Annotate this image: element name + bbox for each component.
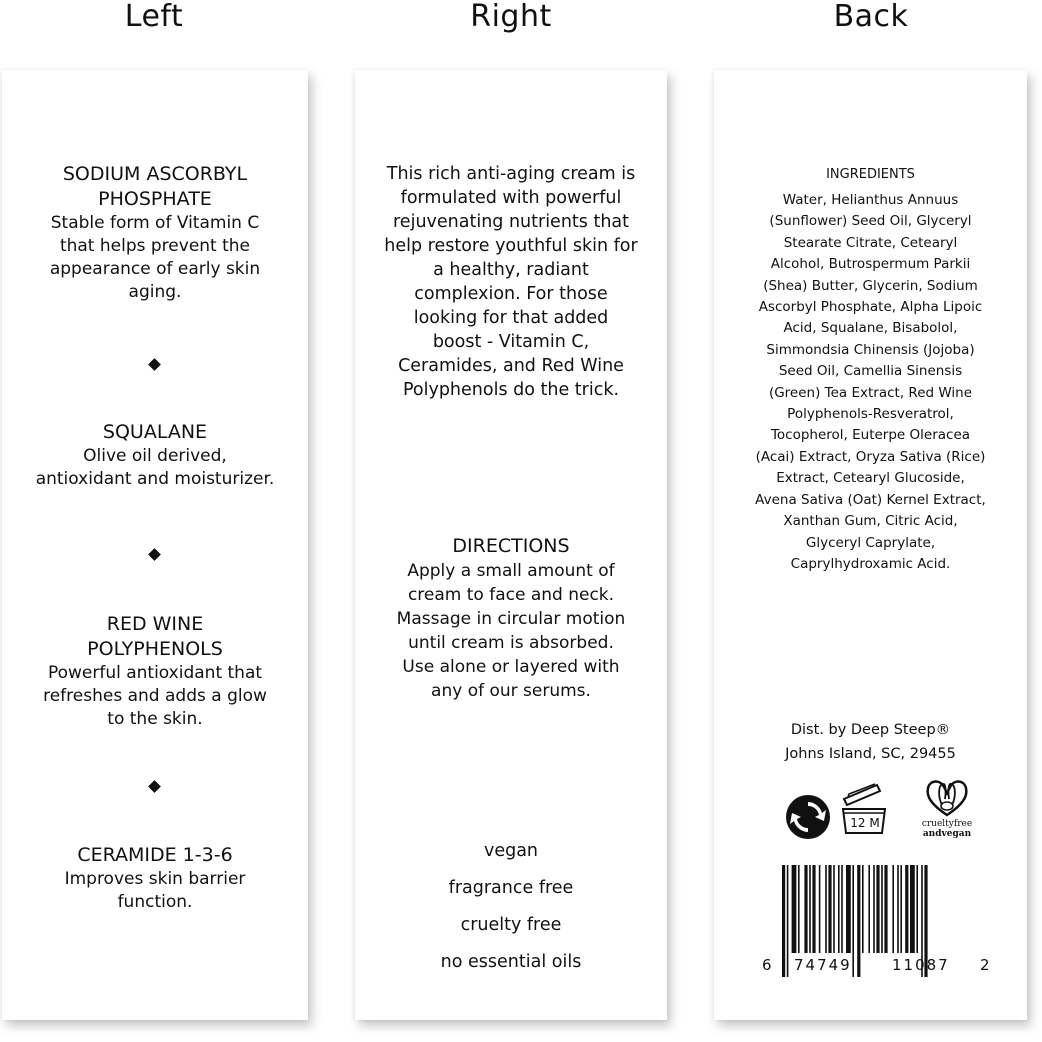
ingredients-line: Seed Oil, Camellia Sinensis [778,363,963,380]
ingredient-desc: to the skin. [107,709,203,729]
right-panel [355,70,667,1020]
description-line: Polyphenols do the trick. [402,380,620,400]
ingredients-line: Polyphenols-Resveratrol, [787,406,954,423]
barcode-bar [792,865,797,953]
ingredients-line: Extract, Cetearyl Glucoside, [776,470,965,487]
ingredient-desc: Powerful antioxidant that [47,663,263,683]
barcode-bar [876,865,879,953]
pao-label: 12 M [850,816,880,830]
distributor-address: Johns Island, SC, 29455 [785,746,956,762]
ingredients-line: Ascorbyl Phosphate, Alpha Lipoic [758,299,983,316]
diamond-divider [148,358,161,371]
barcode-bar [828,865,831,953]
barcode-bar [809,865,811,953]
claim-fragrance-free: fragrance free [448,878,574,898]
barcode-bar [892,865,894,953]
description-line: looking for that added [413,308,609,328]
ingredient-name: SODIUM ASCORBYL [62,163,248,185]
ingredients-line: Tocopherol, Euterpe Oleracea [770,427,971,444]
barcode-bar [862,865,864,953]
ingredients-line: Avena Sativa (Oat) Kernel Extract, [755,491,986,508]
back-panel [714,70,1027,1020]
ingredient-desc: Stable form of Vitamin C [50,213,260,233]
barcode-bar [804,865,807,953]
ingredients-line: Water, Helianthus Annuus [782,192,959,208]
ingredient-desc: Olive oil derived, [83,446,227,466]
ingredients-line: Caprylhydroxamic Acid. [790,555,951,572]
directions-line: Massage in circular motion [396,609,626,629]
description-line: help restore youthful skin for [384,236,638,256]
open-jar-icon [839,781,889,839]
cruelty-free-logo-text [914,819,980,839]
description-line: a healthy, radiant [433,260,589,280]
barcode-bar [857,865,860,977]
claim-cruelty-free: cruelty free [460,915,562,935]
barcode-bar [825,865,827,953]
barcode-bar [881,865,883,953]
ingredient-red-wine-polyphenols [2,612,308,731]
claim-no-essential-oils: no essential oils [440,952,582,972]
cruelty-free-logo-line: andvegan [922,829,972,839]
description-line: Ceramides, and Red Wine [398,356,624,376]
ingredients-line: (Shea) Butter, Glycerin, Sodium [763,277,978,294]
title-left: Left [124,0,184,34]
left-panel [2,70,308,1020]
ingredient-desc: aging. [128,282,182,302]
description-line: rejuvenating nutrients that [393,212,629,232]
ingredients-line: Alcohol, Butrospermum Parkii [770,256,971,273]
barcode-bar [900,865,902,953]
ingredients-line: Stearate Citrate, Cetearyl [783,234,958,251]
barcode-bar [910,865,915,953]
title-right: Right [470,0,552,34]
directions-title: DIRECTIONS [452,535,570,557]
barcode-bar [916,865,918,953]
description-line: formulated with powerful [400,188,622,208]
ingredient-desc: Improves skin barrier [64,869,246,889]
ingredients-line: Simmondsia Chinensis (Jojoba) [766,341,975,358]
barcode-bar [833,865,835,953]
distributor-name: Dist. by Deep Steep® [790,722,951,738]
ingredient-name: RED WINE [106,613,204,635]
barcode-digit-last: 2 [980,956,990,974]
directions-line: Use alone or layered with [402,657,620,677]
title-back: Back [833,0,909,34]
ingredient-name: CERAMIDE 1-3-6 [77,844,233,866]
directions-line: cream to face and neck. [407,585,615,605]
barcode-bar [868,865,870,953]
ingredient-sodium-ascorbyl-phosphate [2,162,308,304]
ingredients-line: (Acai) Extract, Oryza Sativa (Rice) [755,448,986,465]
ingredients-line: Glyceryl Caprylate, [805,534,936,551]
barcode-bar [873,865,875,953]
directions-line: Apply a small amount of [407,561,615,581]
diamond-divider [148,780,161,793]
ingredient-squalane [2,420,308,491]
barcode-bar [787,865,789,977]
ingredients-line: (Sunflower) Seed Oil, Glyceryl [769,213,972,230]
ingredient-desc: appearance of early skin [49,259,261,279]
barcode-bar [798,865,800,953]
diamond-divider [148,548,161,561]
ingredients-line: Xanthan Gum, Citric Acid, [783,513,958,530]
product-description [355,162,667,402]
barcode-bar [812,865,815,953]
cruelty-free-logo-line: crueltyfree [921,819,973,829]
ingredient-name: POLYPHENOLS [87,638,223,660]
description-line: boost - Vitamin C, [432,332,590,352]
barcode-bar [884,865,887,953]
description-line: complexion. For those [414,284,608,304]
directions-section [355,534,667,703]
certification-logos [784,775,984,847]
barcode-digits-left: 74749 [794,956,852,974]
ingredients-list [714,190,1027,575]
ingredient-desc: refreshes and adds a glow [43,686,267,706]
ingredient-ceramide [2,843,308,914]
directions-line: until cream is absorbed. [408,633,614,653]
barcode-bar [905,865,908,953]
ingredient-name: SQUALANE [102,421,208,443]
directions-line: any of our serums. [431,681,591,701]
ingredients-title: INGREDIENTS [826,167,915,182]
barcode-bar [838,865,840,953]
barcode-bar [819,865,821,953]
ingredient-desc: antioxidant and moisturizer. [35,469,275,489]
barcode-bar [846,865,851,953]
ingredients-line: (Green) Tea Extract, Red Wine [768,384,973,401]
distributor-info [714,718,1027,766]
ingredient-name: PHOSPHATE [98,188,212,210]
ingredient-desc: function. [117,892,193,912]
ingredient-desc: that helps prevent the [59,236,251,256]
barcode-bar [782,865,785,977]
recycle-icon [784,793,832,841]
barcode-bar [841,865,843,953]
claim-vegan: vegan [483,841,539,861]
barcode-digits-right: 11087 [892,956,950,974]
ingredients-line: Acid, Squalane, Bisabolol, [783,320,958,337]
barcode-digit-first: 6 [762,956,772,974]
description-line: This rich anti-aging cream is [386,164,636,184]
cruelty-free-bunny-icon [924,775,970,819]
barcode-bar [852,865,854,977]
barcode-bar [897,865,899,953]
